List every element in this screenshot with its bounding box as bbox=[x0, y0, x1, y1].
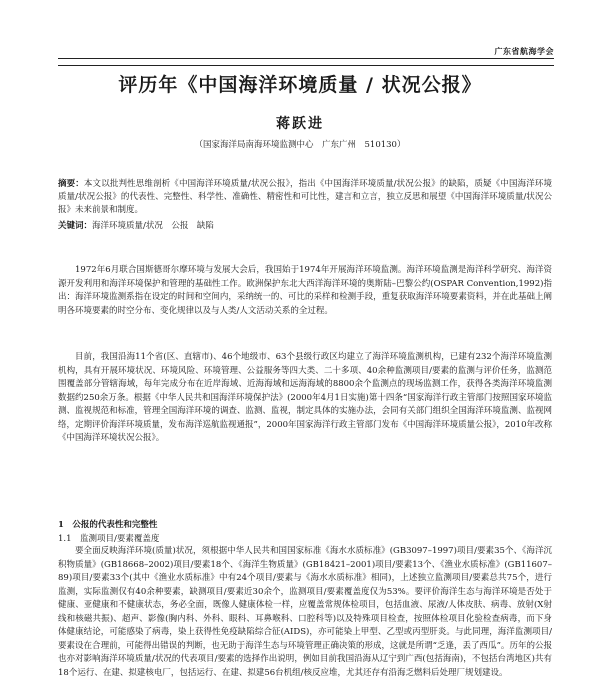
keywords bbox=[58, 220, 552, 233]
body-paragraph: 目前，我国沿海11个省(区、直辖市)、46个地级市、63个县级行政区均建立了海洋环境监测机构，已建有232个海洋环境监测机构，具有开展环境状况、环境风险、环境管理、公益服务等四大类、二十多项、40余种监测项目/要素的监测与评价任务，监测范围覆盖部分管辖海域，每年完成分布在近岸海域、近海海域和远海海域的8800余个监测点的现场监测工作，获得各类海洋环境监测数据约250余万条。根据《中华人民共和国海洋环境保护法》(2000年4月1日实施)第十四条“国家海洋行政主管部门按照国家环境监测、监视规范和标准，管理全国海洋环境的调查、监测、监视，制定具体的实施办法，会同有关部门组织全国海洋环境监测、监视网络，定期评价海洋环境质量，发布海洋巡航监视通报”，2000年国家海洋行政主管部门发布《中国海洋环境质量公报》，2010年改称《中国海洋环境状况公报》。 bbox=[58, 352, 552, 443]
author-affiliation: （国家海洋局南海环境监测中心 广东广州 510130） bbox=[194, 140, 406, 150]
keywords-text: 海洋环境质量/状况 公报 缺陷 bbox=[92, 221, 214, 231]
abstract-text: 本文以批判性思维剖析《中国海洋环境质量/状况公报》，指出《中国海洋环境质量/状况公报》的缺陷，质疑《中国海洋环境质量/状况公报》的代表性、完整性、科学性、准确性、精密性和可比性，建言和立言，独立反思和展望《中国海洋环境质量/状况公报》未来前景和制度。 bbox=[58, 179, 552, 215]
section-heading: 1 公报的代表性和完整性 bbox=[58, 520, 158, 530]
paper-title: 评历年《中国海洋环境质量 / 状况公报》 bbox=[118, 74, 482, 96]
body-paragraph: 要全面反映海洋环境(质量)状况，须根据中华人民共和国国家标准《海水水质标准》(GB3097–1997)项目/要素35个、《海洋沉积物质量》(GB18668–2002)项目/要素18个、《海洋生物质量》(GB18421–2001)项目/要素13个、《渔业水质标准》(GB11607–89)项目/要素33个(其中《渔业水质标准》中有24个项目/要素与《海水水质标准》相同)，上述独立监测项目/要素总共75个，进行监测，实际监测仅有40余种要素，缺测项目/要素近30余个，监测项目/要素覆盖度仅为53%。要评价海洋生态与海洋环境是否处于健康、亚健康和不健康状态，务必全面，既像人健康体检一样，应覆盖常规体检项目，包括血液、尿液/人体皮肤、病毒、放射(X射线和核磁共振)、超声、影像(胸内科、外科、眼科、耳鼻喉科、口腔科等)以及特殊项目检查，按照体检项目化验检查病毒，而下身体健康结论，可能感染了病毒，染上获得性免疫缺陷综合征(AIDS)，亦可能染上甲型、乙型或丙型肝炎。与此同理，海洋监测项目/要素设在合理前，可能得出错误的判断，也无助于海洋生态与环境管理正确决策的形成，这就是所谓“乏逢，丢了西瓜”。历年的公报也亦对影响海洋环境质量/状况的代表项目/要素的选择作出说明，例如目前我国沿海从辽宁到广西(包括海南)，不包括台湾地区)共有18个运行、在建、拟建核电厂，包括运行、在建、拟建56台机组/核反应堆，尤其还存有沿海乏燃料后处理厂规划建设。 bbox=[58, 546, 552, 678]
body-paragraph: 1972年6月联合国斯德哥尔摩环境与发展大会后，我国始于1974年开展海洋环境监测。海洋环境监测是海洋科学研究、海洋资源开发利用和海洋环境保护和管理的基础性工作。欧洲保护东北大西洋海洋环境的奥斯陆–巴黎公约(OSPAR Convention,1992)指出：海洋环境监测系指在设定的时间和空间内，采纳统一的、可比的采样和检测手段，重复获取海洋环境要素资料，并在此基础上阐明各环境要素的时空分布、变化规律以及与人类/人文活动关系的全过程。 bbox=[58, 265, 552, 316]
abstract-label: 摘要： bbox=[58, 179, 84, 189]
journal-header: 广东省航海学会 bbox=[494, 46, 554, 56]
header-rule bbox=[58, 58, 554, 66]
abstract bbox=[58, 178, 552, 217]
keywords-label: 关键词： bbox=[58, 221, 93, 231]
subsection-heading: 1.1 监测项目/要素覆盖度 bbox=[58, 534, 160, 544]
paper-author: 蒋跃进 bbox=[276, 116, 324, 132]
